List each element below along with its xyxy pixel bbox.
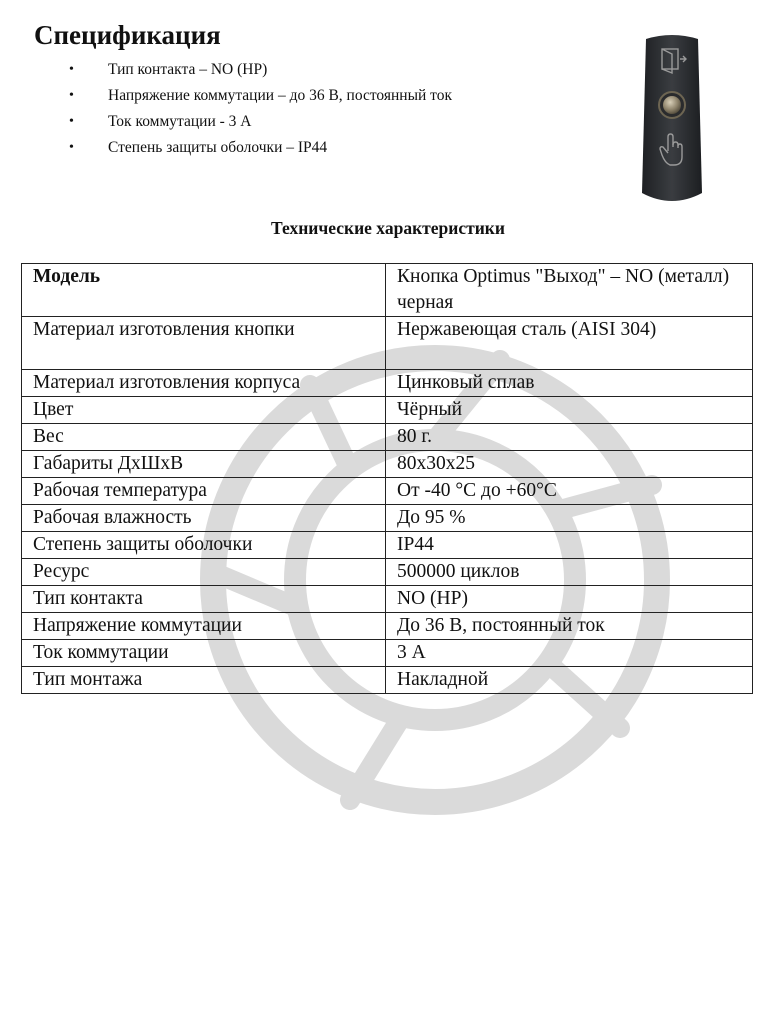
param-cell: Габариты ДхШхВ bbox=[22, 451, 386, 478]
table-row bbox=[22, 264, 753, 317]
table-row bbox=[22, 532, 753, 559]
value-cell: До 95 % bbox=[386, 505, 753, 532]
list-item: • Напряжение коммутации – до 36 В, постоянный ток bbox=[68, 83, 452, 109]
table-row bbox=[22, 317, 753, 370]
param-cell: Ресурс bbox=[22, 559, 386, 586]
table-row bbox=[22, 424, 753, 451]
table-row bbox=[22, 667, 753, 694]
value-cell: 3 А bbox=[386, 640, 753, 667]
spec-table bbox=[21, 263, 753, 694]
table-row bbox=[22, 451, 753, 478]
table-row bbox=[22, 586, 753, 613]
value-cell: 80 г. bbox=[386, 424, 753, 451]
param-cell: Ток коммутации bbox=[22, 640, 386, 667]
value-cell: IP44 bbox=[386, 532, 753, 559]
push-button bbox=[659, 92, 685, 118]
value-cell: До 36 В, постоянный ток bbox=[386, 613, 753, 640]
param-cell: Тип монтажа bbox=[22, 667, 386, 694]
param-cell: Тип контакта bbox=[22, 586, 386, 613]
param-cell: Степень защиты оболочки bbox=[22, 532, 386, 559]
param-cell: Модель bbox=[22, 264, 386, 317]
spec-bullet-list bbox=[68, 57, 452, 161]
table-row bbox=[22, 640, 753, 667]
value-cell: Кнопка Optimus "Выход" – NO (металл) черная bbox=[386, 264, 753, 317]
value-cell: 80х30х25 bbox=[386, 451, 753, 478]
section-title: Технические характеристики bbox=[271, 218, 505, 238]
table-row bbox=[22, 613, 753, 640]
value-cell: Накладной bbox=[386, 667, 753, 694]
exit-button-product-image bbox=[640, 33, 704, 205]
list-item: • Степень защиты оболочки – IP44 bbox=[68, 135, 452, 161]
value-cell: Цинковый сплав bbox=[386, 370, 753, 397]
value-cell: 500000 циклов bbox=[386, 559, 753, 586]
param-cell: Напряжение коммутации bbox=[22, 613, 386, 640]
table-row bbox=[22, 370, 753, 397]
value-cell: От -40 °С до +60°С bbox=[386, 478, 753, 505]
param-cell: Рабочая температура bbox=[22, 478, 386, 505]
table-row bbox=[22, 397, 753, 424]
param-cell: Вес bbox=[22, 424, 386, 451]
list-item: • Тип контакта – NO (НР) bbox=[68, 57, 452, 83]
table-row bbox=[22, 478, 753, 505]
param-cell: Рабочая влажность bbox=[22, 505, 386, 532]
list-item: • Ток коммутации - 3 А bbox=[68, 109, 452, 135]
value-cell: Нержавеющая сталь (AISI 304) bbox=[386, 317, 753, 370]
page-title: Спецификация bbox=[34, 20, 221, 50]
param-cell: Цвет bbox=[22, 397, 386, 424]
param-cell: Материал изготовления корпуса bbox=[22, 370, 386, 397]
param-cell: Материал изготовления кнопки bbox=[22, 317, 386, 370]
table-row bbox=[22, 505, 753, 532]
value-cell: NO (НР) bbox=[386, 586, 753, 613]
table-row bbox=[22, 559, 753, 586]
value-cell: Чёрный bbox=[386, 397, 753, 424]
